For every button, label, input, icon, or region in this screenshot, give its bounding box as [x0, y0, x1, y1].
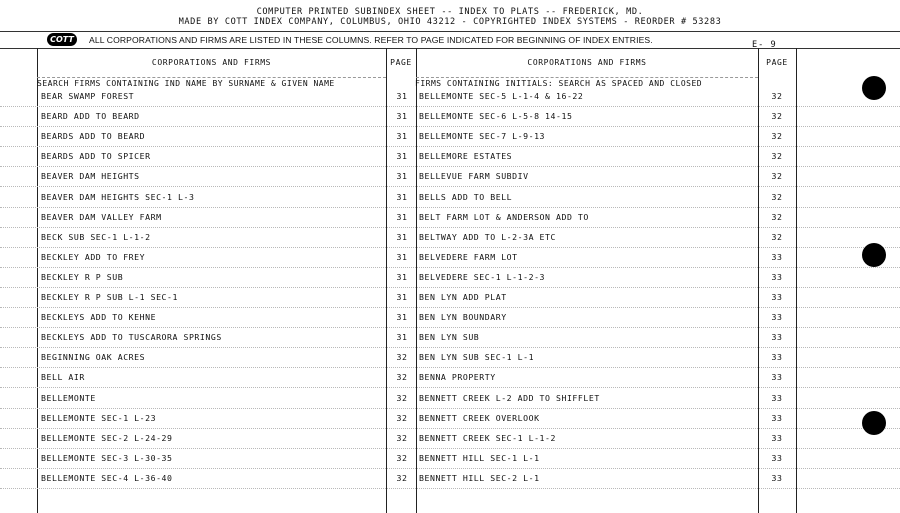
- right-page-number: 33: [771, 412, 783, 423]
- right-page-number: 33: [771, 432, 783, 443]
- left-firm-name: BEAVER DAM HEIGHTS: [41, 171, 140, 182]
- right-page-number: 33: [771, 332, 783, 343]
- left-header-rule: [37, 77, 386, 78]
- left-firm-name: BELLEMONTE SEC-4 L-36-40: [41, 472, 173, 483]
- table-row: [0, 248, 900, 268]
- sheet-number: E- 9: [752, 40, 777, 50]
- left-page-number: 31: [396, 151, 408, 162]
- left-firm-name: BECKLEYS ADD TO KEHNE: [41, 312, 157, 323]
- left-firm-name: BEGINNING OAK ACRES: [41, 352, 146, 363]
- left-firm-name: BELLEMONTE SEC-2 L-24-29: [41, 432, 173, 443]
- right-page-number: 33: [771, 251, 783, 262]
- right-page-number: 33: [771, 472, 783, 483]
- cott-logo: COTT: [47, 33, 77, 46]
- right-page-number: 33: [771, 312, 783, 323]
- table-row: [0, 288, 900, 308]
- left-firm-name: BELLEMONTE: [41, 392, 96, 403]
- left-page-number: 31: [396, 251, 408, 262]
- punch-hole: [862, 411, 886, 435]
- table-row: [0, 167, 900, 187]
- left-firm-name: BECKLEY R P SUB: [41, 271, 124, 282]
- left-page-number: 31: [396, 332, 408, 343]
- right-page-number: 33: [771, 452, 783, 463]
- right-page-number: 32: [771, 131, 783, 142]
- right-page-number: 33: [771, 392, 783, 403]
- left-firm-name: BEARDS ADD TO BEARD: [41, 131, 146, 142]
- left-column-title: CORPORATIONS AND FIRMS: [151, 58, 272, 67]
- left-firm-name: BEARD ADD TO BEARD: [41, 111, 140, 122]
- right-firm-name: BELTWAY ADD TO L-2-3A ETC: [419, 231, 556, 242]
- publisher-line: MADE BY COTT INDEX COMPANY, COLUMBUS, OHIO 43212 - COPYRIGHTED INDEX SYSTEMS - REORDER # 53283: [178, 17, 722, 27]
- left-page-number: 31: [396, 231, 408, 242]
- right-firm-name: BEN LYN BOUNDARY: [419, 312, 507, 323]
- left-page-number: 31: [396, 292, 408, 302]
- left-firm-name: BELLEMONTE SEC-3 L-30-35: [41, 452, 173, 463]
- row-rule: [0, 488, 900, 489]
- table-row: [0, 328, 900, 348]
- right-firm-name: BELLEMONTE SEC-5 L-1-4 & 16-22: [419, 91, 584, 101]
- table-row: [0, 107, 900, 127]
- left-page-header: PAGE: [390, 58, 412, 67]
- right-firm-name: BENNETT HILL SEC-2 L-1: [419, 472, 540, 483]
- right-firm-name: BELVEDERE FARM LOT: [419, 251, 518, 262]
- left-page-number: 32: [396, 352, 408, 363]
- right-firm-name: BEN LYN SUB SEC-1 L-1: [419, 352, 535, 363]
- right-firm-name: BELLEMONTE SEC-6 L-5-8 14-15: [419, 111, 573, 122]
- right-firm-name: BELT FARM LOT & ANDERSON ADD TO: [419, 211, 589, 222]
- table-row: [0, 469, 900, 489]
- right-firm-name: BENNETT HILL SEC-1 L-1: [419, 452, 540, 463]
- left-page-number: 31: [396, 211, 408, 222]
- right-column-title: CORPORATIONS AND FIRMS: [527, 58, 647, 67]
- left-page-number: 32: [396, 372, 408, 383]
- right-firm-name: BEN LYN ADD PLAT: [419, 292, 507, 302]
- left-firm-name: BEARDS ADD TO SPICER: [41, 151, 151, 162]
- left-page-number: 31: [396, 111, 408, 122]
- right-firm-name: BENNETT CREEK SEC-1 L-1-2: [419, 432, 556, 443]
- left-page-number: 32: [396, 392, 408, 403]
- notice-bottom-rule: [0, 48, 900, 49]
- right-page-number: 33: [771, 372, 783, 383]
- left-firm-name: BELL AIR: [41, 372, 85, 383]
- right-page-number: 32: [771, 191, 783, 202]
- left-page-number: 31: [396, 271, 408, 282]
- table-row: [0, 87, 900, 107]
- right-page-number: 33: [771, 352, 783, 363]
- left-page-number: 32: [396, 472, 408, 483]
- table-row: [0, 409, 900, 429]
- right-firm-name: BELLS ADD TO BELL: [419, 191, 513, 202]
- right-page-number: 33: [771, 292, 783, 302]
- left-page-number: 32: [396, 432, 408, 443]
- right-page-number: 32: [771, 151, 783, 162]
- right-page-number: 32: [771, 111, 783, 122]
- right-page-number: 32: [771, 91, 783, 101]
- left-firm-name: BECK SUB SEC-1 L-1-2: [41, 231, 151, 242]
- table-row: [0, 127, 900, 147]
- table-row: [0, 348, 900, 368]
- table-row: [0, 208, 900, 228]
- table-row: [0, 147, 900, 167]
- right-firm-name: BENNA PROPERTY: [419, 372, 496, 383]
- table-row: [0, 368, 900, 388]
- right-page-number: 32: [771, 171, 783, 182]
- left-firm-name: BEAVER DAM HEIGHTS SEC-1 L-3: [41, 191, 195, 202]
- table-row: [0, 429, 900, 449]
- right-firm-name: BELLEMONTE SEC-7 L-9-13: [419, 131, 546, 142]
- left-search-instruction: SEARCH FIRMS CONTAINING IND NAME BY SURNAME & GIVEN NAME: [37, 79, 335, 88]
- notice-top-rule: [0, 31, 900, 32]
- left-page-number: 31: [396, 131, 408, 142]
- right-firm-name: BELLEVUE FARM SUBDIV: [419, 171, 529, 182]
- left-page-number: 32: [396, 412, 408, 423]
- right-header-rule: [416, 77, 758, 78]
- right-firm-name: BELVEDERE SEC-1 L-1-2-3: [419, 271, 546, 282]
- right-firm-name: BENNETT CREEK OVERLOOK: [419, 412, 540, 423]
- punch-hole: [862, 76, 886, 100]
- punch-hole: [862, 243, 886, 267]
- right-page-number: 32: [771, 231, 783, 242]
- left-firm-name: BEAR SWAMP FOREST: [41, 91, 135, 101]
- left-firm-name: BECKLEY ADD TO FREY: [41, 251, 146, 262]
- left-page-number: 31: [396, 171, 408, 182]
- table-row: [0, 389, 900, 409]
- right-firm-name: BELLEMORE ESTATES: [419, 151, 513, 162]
- left-firm-name: BEAVER DAM VALLEY FARM: [41, 211, 162, 222]
- right-page-header: PAGE: [766, 58, 788, 67]
- right-firm-name: BEN LYN SUB: [419, 332, 480, 343]
- left-page-number: 32: [396, 452, 408, 463]
- right-firm-name: BENNETT CREEK L-2 ADD TO SHIFFLET: [419, 392, 600, 403]
- left-firm-name: BECKLEYS ADD TO TUSCARORA SPRINGS: [41, 332, 222, 343]
- table-row: [0, 308, 900, 328]
- notice-text: ALL CORPORATIONS AND FIRMS ARE LISTED IN THESE COLUMNS. REFER TO PAGE INDICATED FOR BEGINNING OF INDEX ENTRIES.: [89, 35, 653, 45]
- left-firm-name: BELLEMONTE SEC-1 L-23: [41, 412, 157, 423]
- right-page-number: 33: [771, 271, 783, 282]
- left-page-number: 31: [396, 191, 408, 202]
- table-row: [0, 268, 900, 288]
- right-page-number: 32: [771, 211, 783, 222]
- table-row: [0, 188, 900, 208]
- sheet-title: COMPUTER PRINTED SUBINDEX SHEET -- INDEX TO PLATS -- FREDERICK, MD.: [256, 7, 644, 17]
- left-page-number: 31: [396, 91, 408, 101]
- table-row: [0, 228, 900, 248]
- left-page-number: 31: [396, 312, 408, 323]
- table-row: [0, 449, 900, 469]
- left-firm-name: BECKLEY R P SUB L-1 SEC-1: [41, 292, 178, 302]
- right-search-instruction: FIRMS CONTAINING INITIALS: SEARCH AS SPACED AND CLOSED: [415, 79, 703, 88]
